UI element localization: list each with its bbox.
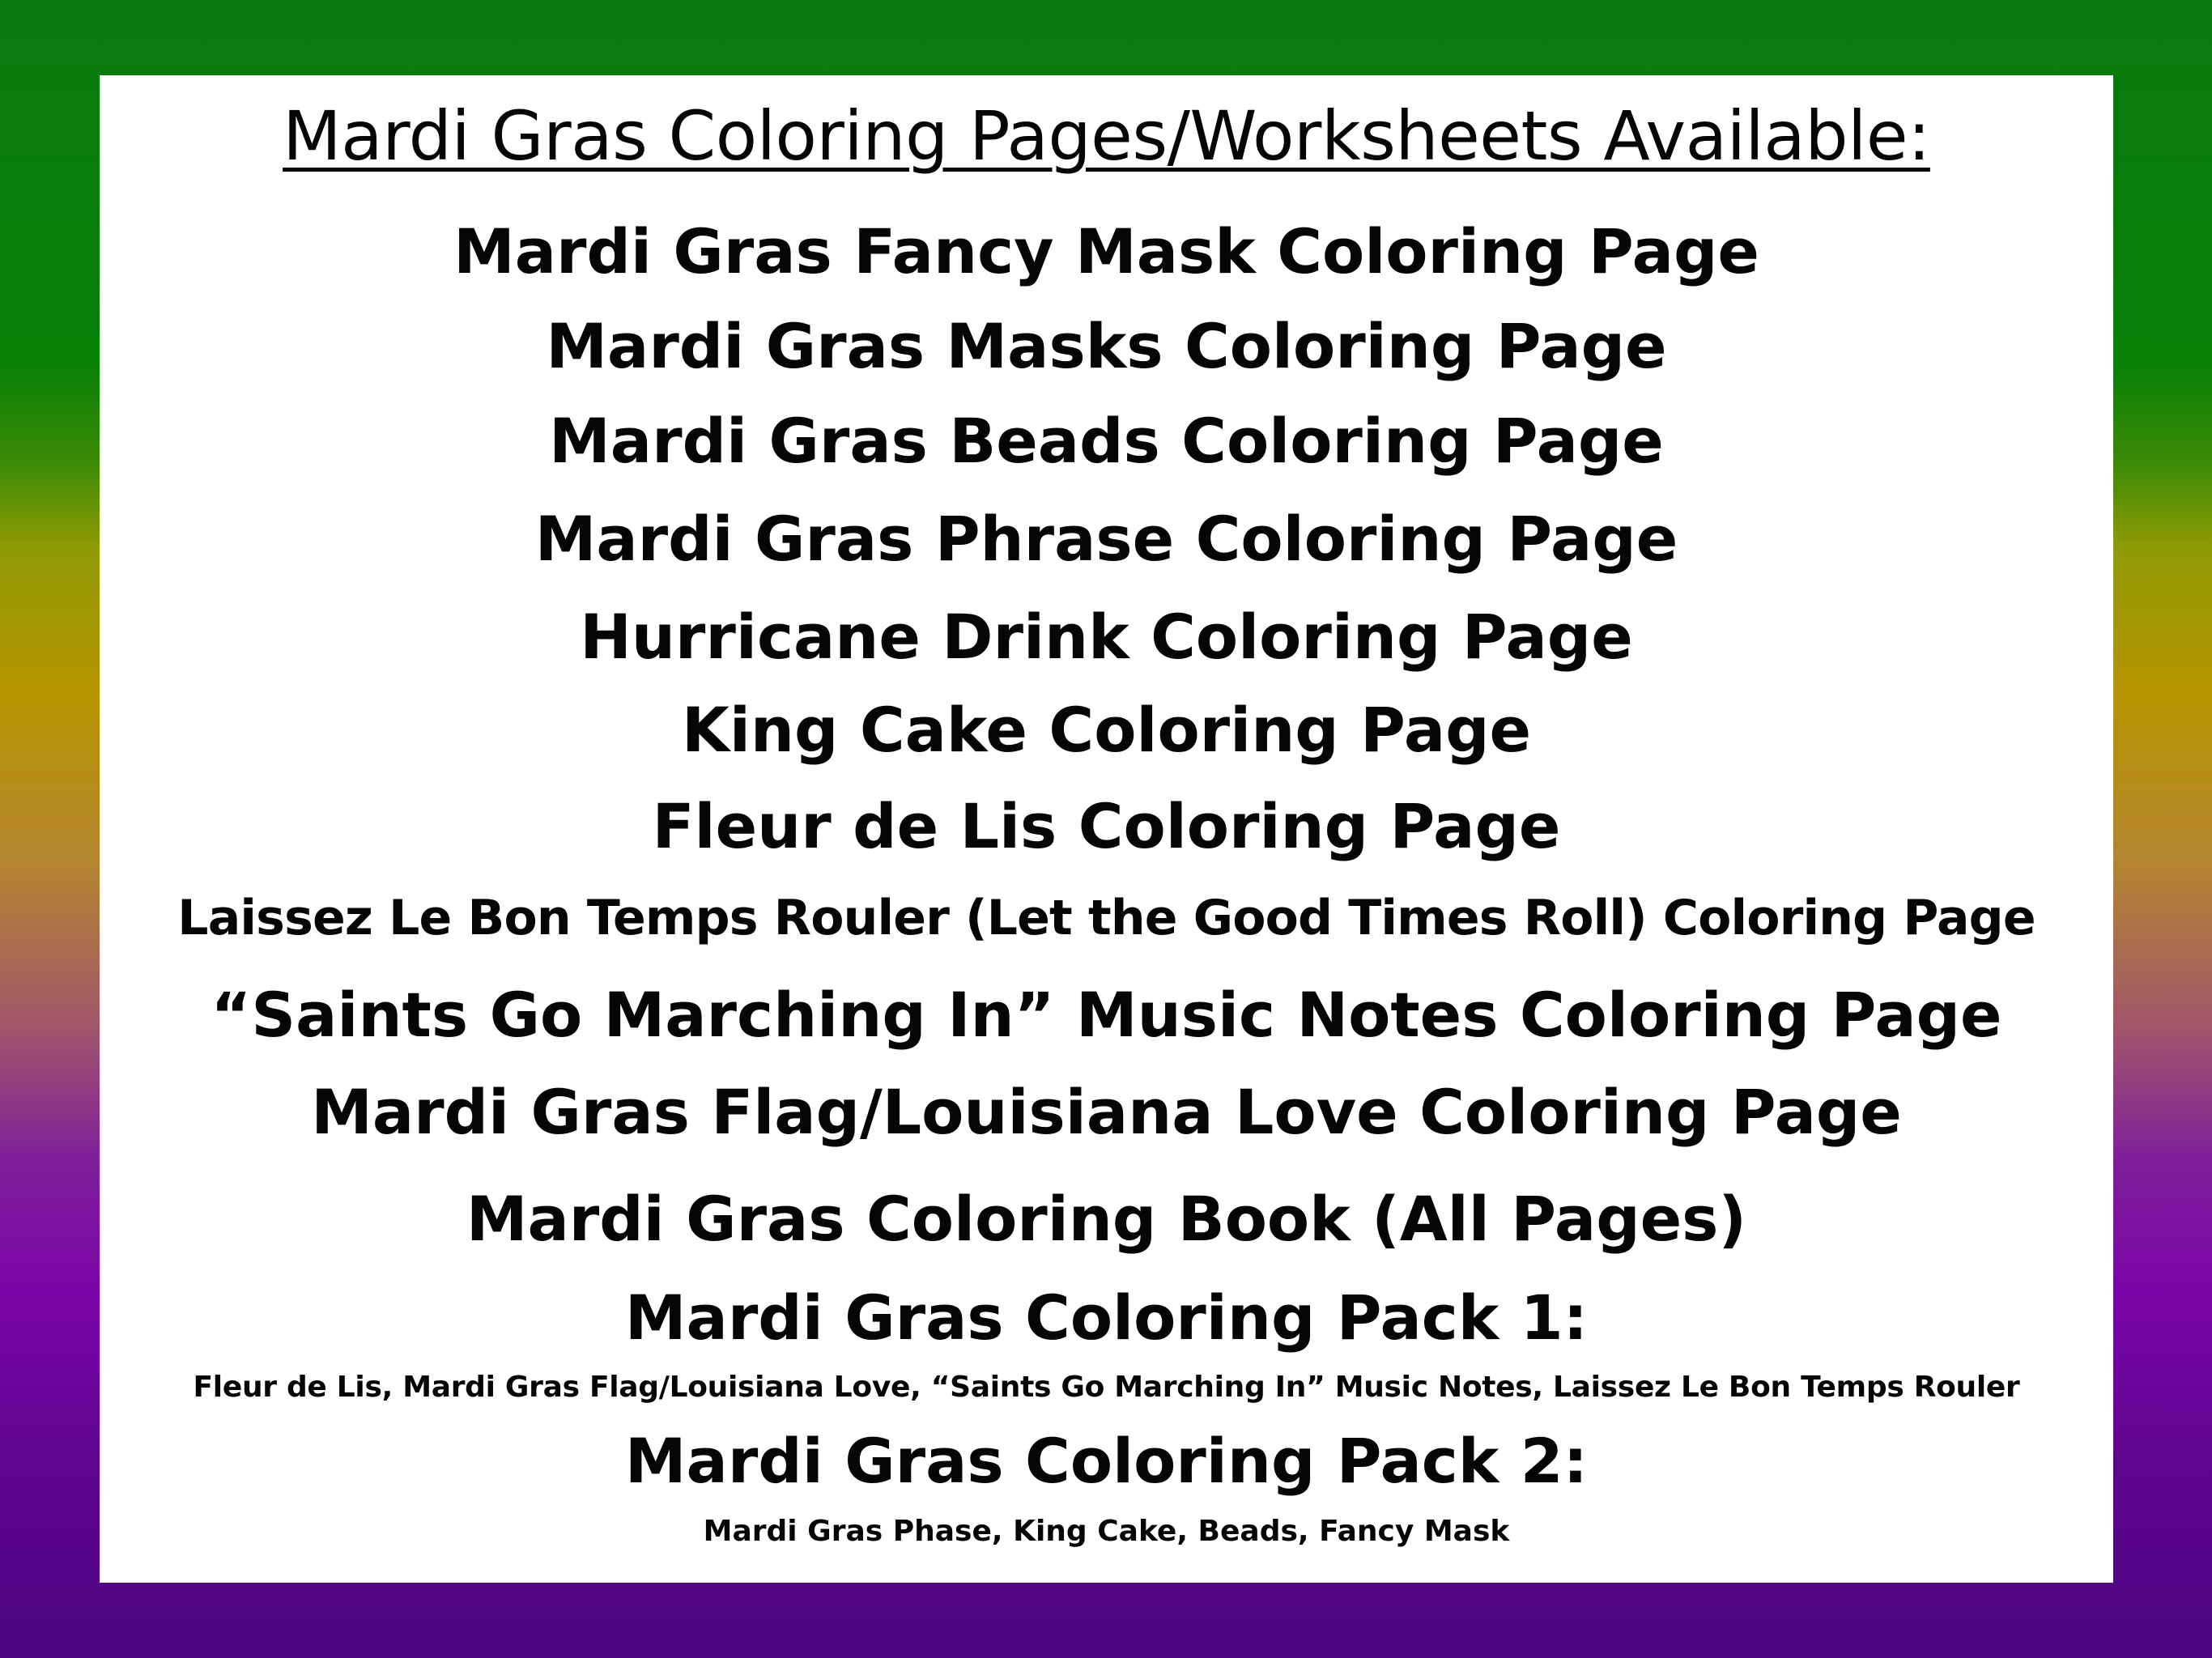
page-title: Mardi Gras Coloring Pages/Worksheets Available: bbox=[283, 96, 1930, 176]
list-item: “Saints Go Marching In” Music Notes Coloring Page bbox=[211, 979, 2002, 1051]
coloring-book-item: Mardi Gras Coloring Book (All Pages) bbox=[466, 1183, 1747, 1255]
list-item: Hurricane Drink Coloring Page bbox=[580, 601, 1633, 673]
list-item: Fleur de Lis Coloring Page bbox=[652, 790, 1561, 862]
content-panel bbox=[100, 75, 2113, 1583]
list-item: Laissez Le Bon Temps Rouler (Let the Good Times Roll) Coloring Page bbox=[177, 890, 2035, 946]
list-item: King Cake Coloring Page bbox=[681, 694, 1532, 766]
pack-2-title: Mardi Gras Coloring Pack 2: bbox=[624, 1425, 1589, 1497]
pack-1-contents: Fleur de Lis, Mardi Gras Flag/Louisiana Love, “Saints Go Marching In” Music Notes, Laissez Le Bon Temps Rouler bbox=[193, 1371, 2020, 1404]
pack-1-title: Mardi Gras Coloring Pack 1: bbox=[624, 1282, 1589, 1354]
list-item: Mardi Gras Masks Coloring Page bbox=[546, 310, 1667, 382]
list-item: Mardi Gras Flag/Louisiana Love Coloring Page bbox=[311, 1076, 1902, 1148]
pack-2-contents: Mardi Gras Phase, King Cake, Beads, Fancy Mask bbox=[703, 1515, 1510, 1548]
list-item: Mardi Gras Beads Coloring Page bbox=[549, 405, 1664, 477]
list-item: Mardi Gras Fancy Mask Coloring Page bbox=[453, 215, 1759, 287]
list-item: Mardi Gras Phrase Coloring Page bbox=[534, 503, 1678, 575]
